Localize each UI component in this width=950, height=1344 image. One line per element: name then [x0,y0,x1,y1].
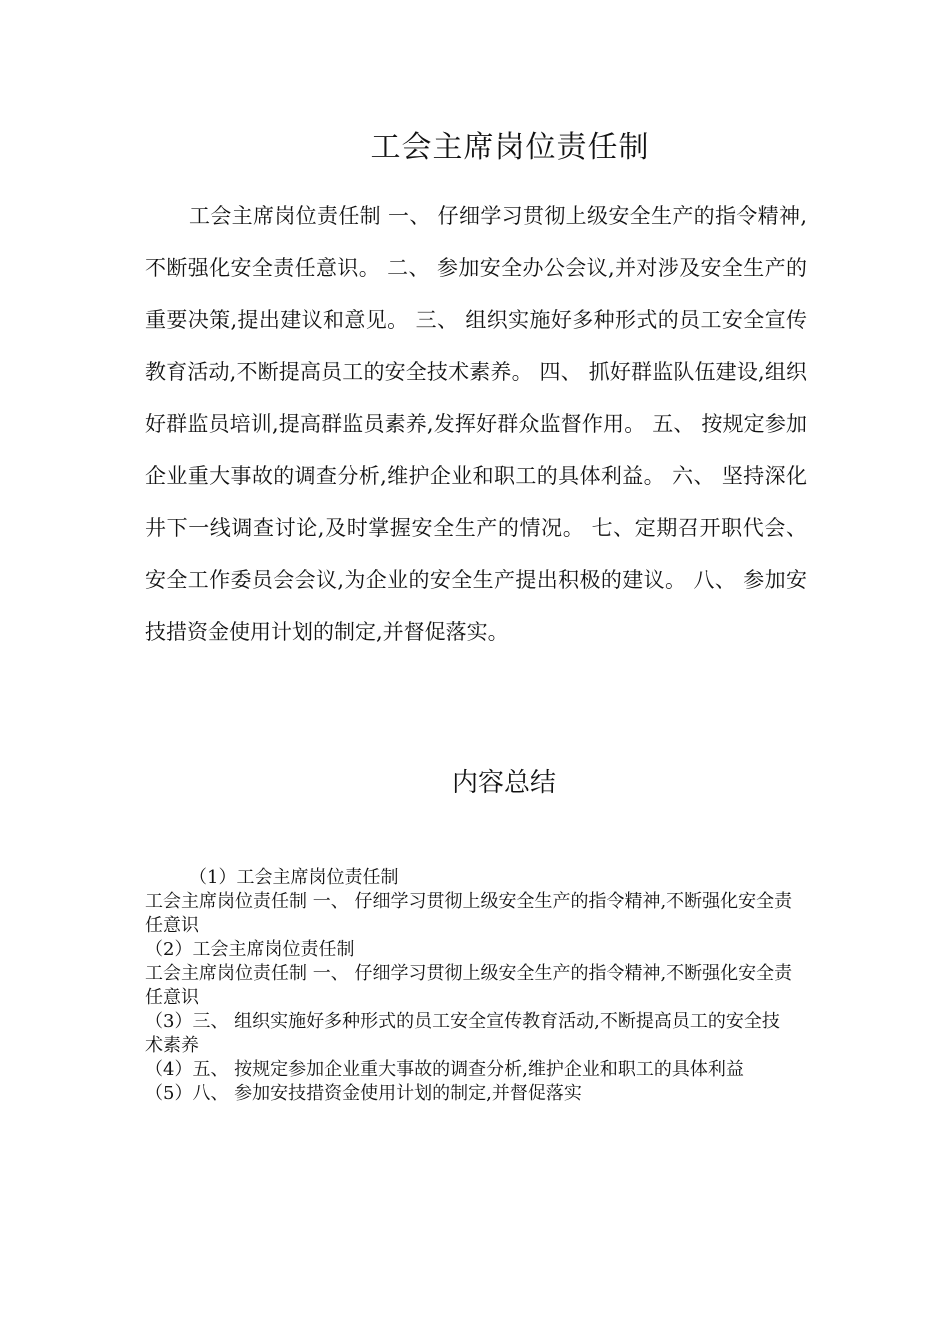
summary-item-2-text: 工会主席岗位责任制 一、 仔细学习贯彻上级安全生产的指令精神,不断强化安全责任意识 [145,963,793,1008]
summary-item-2-heading: （2）工会主席岗位责任制 [145,939,355,960]
document-body: 工会主席岗位责任制 一、 仔细学习贯彻上级安全生产的指令精神,不断强化安全责任意识。 二、 参加安全办公会议,并对涉及安全生产的重要决策,提出建议和意见。 三、 组织实施好多种形式的员工安全宣传教育活动,不断提高员工的安全技术素养。 四、 抓好群监队伍建设,组织好群监员培训,提高群监员素养,发挥好群众监督作用。 五、 按规定参加企业重大事故的调查分析,维护企业和职工的具体利益。 六、 坚持深化井下一线调查讨论,及时掌握安全生产的情况。 七、定期召开职代会、安全工作委员会会议,为企业的安全生产提出积极的建议。 八、 参加安技措资金使用计划的制定,并督促落实。 [145,204,807,644]
summary-item-1-heading: （1）工会主席岗位责任制 [189,867,399,888]
summary-item-4: （4）五、 按规定参加企业重大事故的调查分析,维护企业和职工的具体利益 [145,1059,744,1080]
summary-title: 内容总结 [451,768,556,798]
summary-list [145,866,795,1106]
document-title: 工会主席岗位责任制 [370,130,650,165]
summary-item-5: （5）八、 参加安技措资金使用计划的制定,并督促落实 [145,1083,582,1104]
summary-item-1-text: 工会主席岗位责任制 一、 仔细学习贯彻上级安全生产的指令精神,不断强化安全责任意识 [145,891,793,936]
summary-item-3: （3）三、 组织实施好多种形式的员工安全宣传教育活动,不断提高员工的安全技术素养 [145,1011,780,1056]
